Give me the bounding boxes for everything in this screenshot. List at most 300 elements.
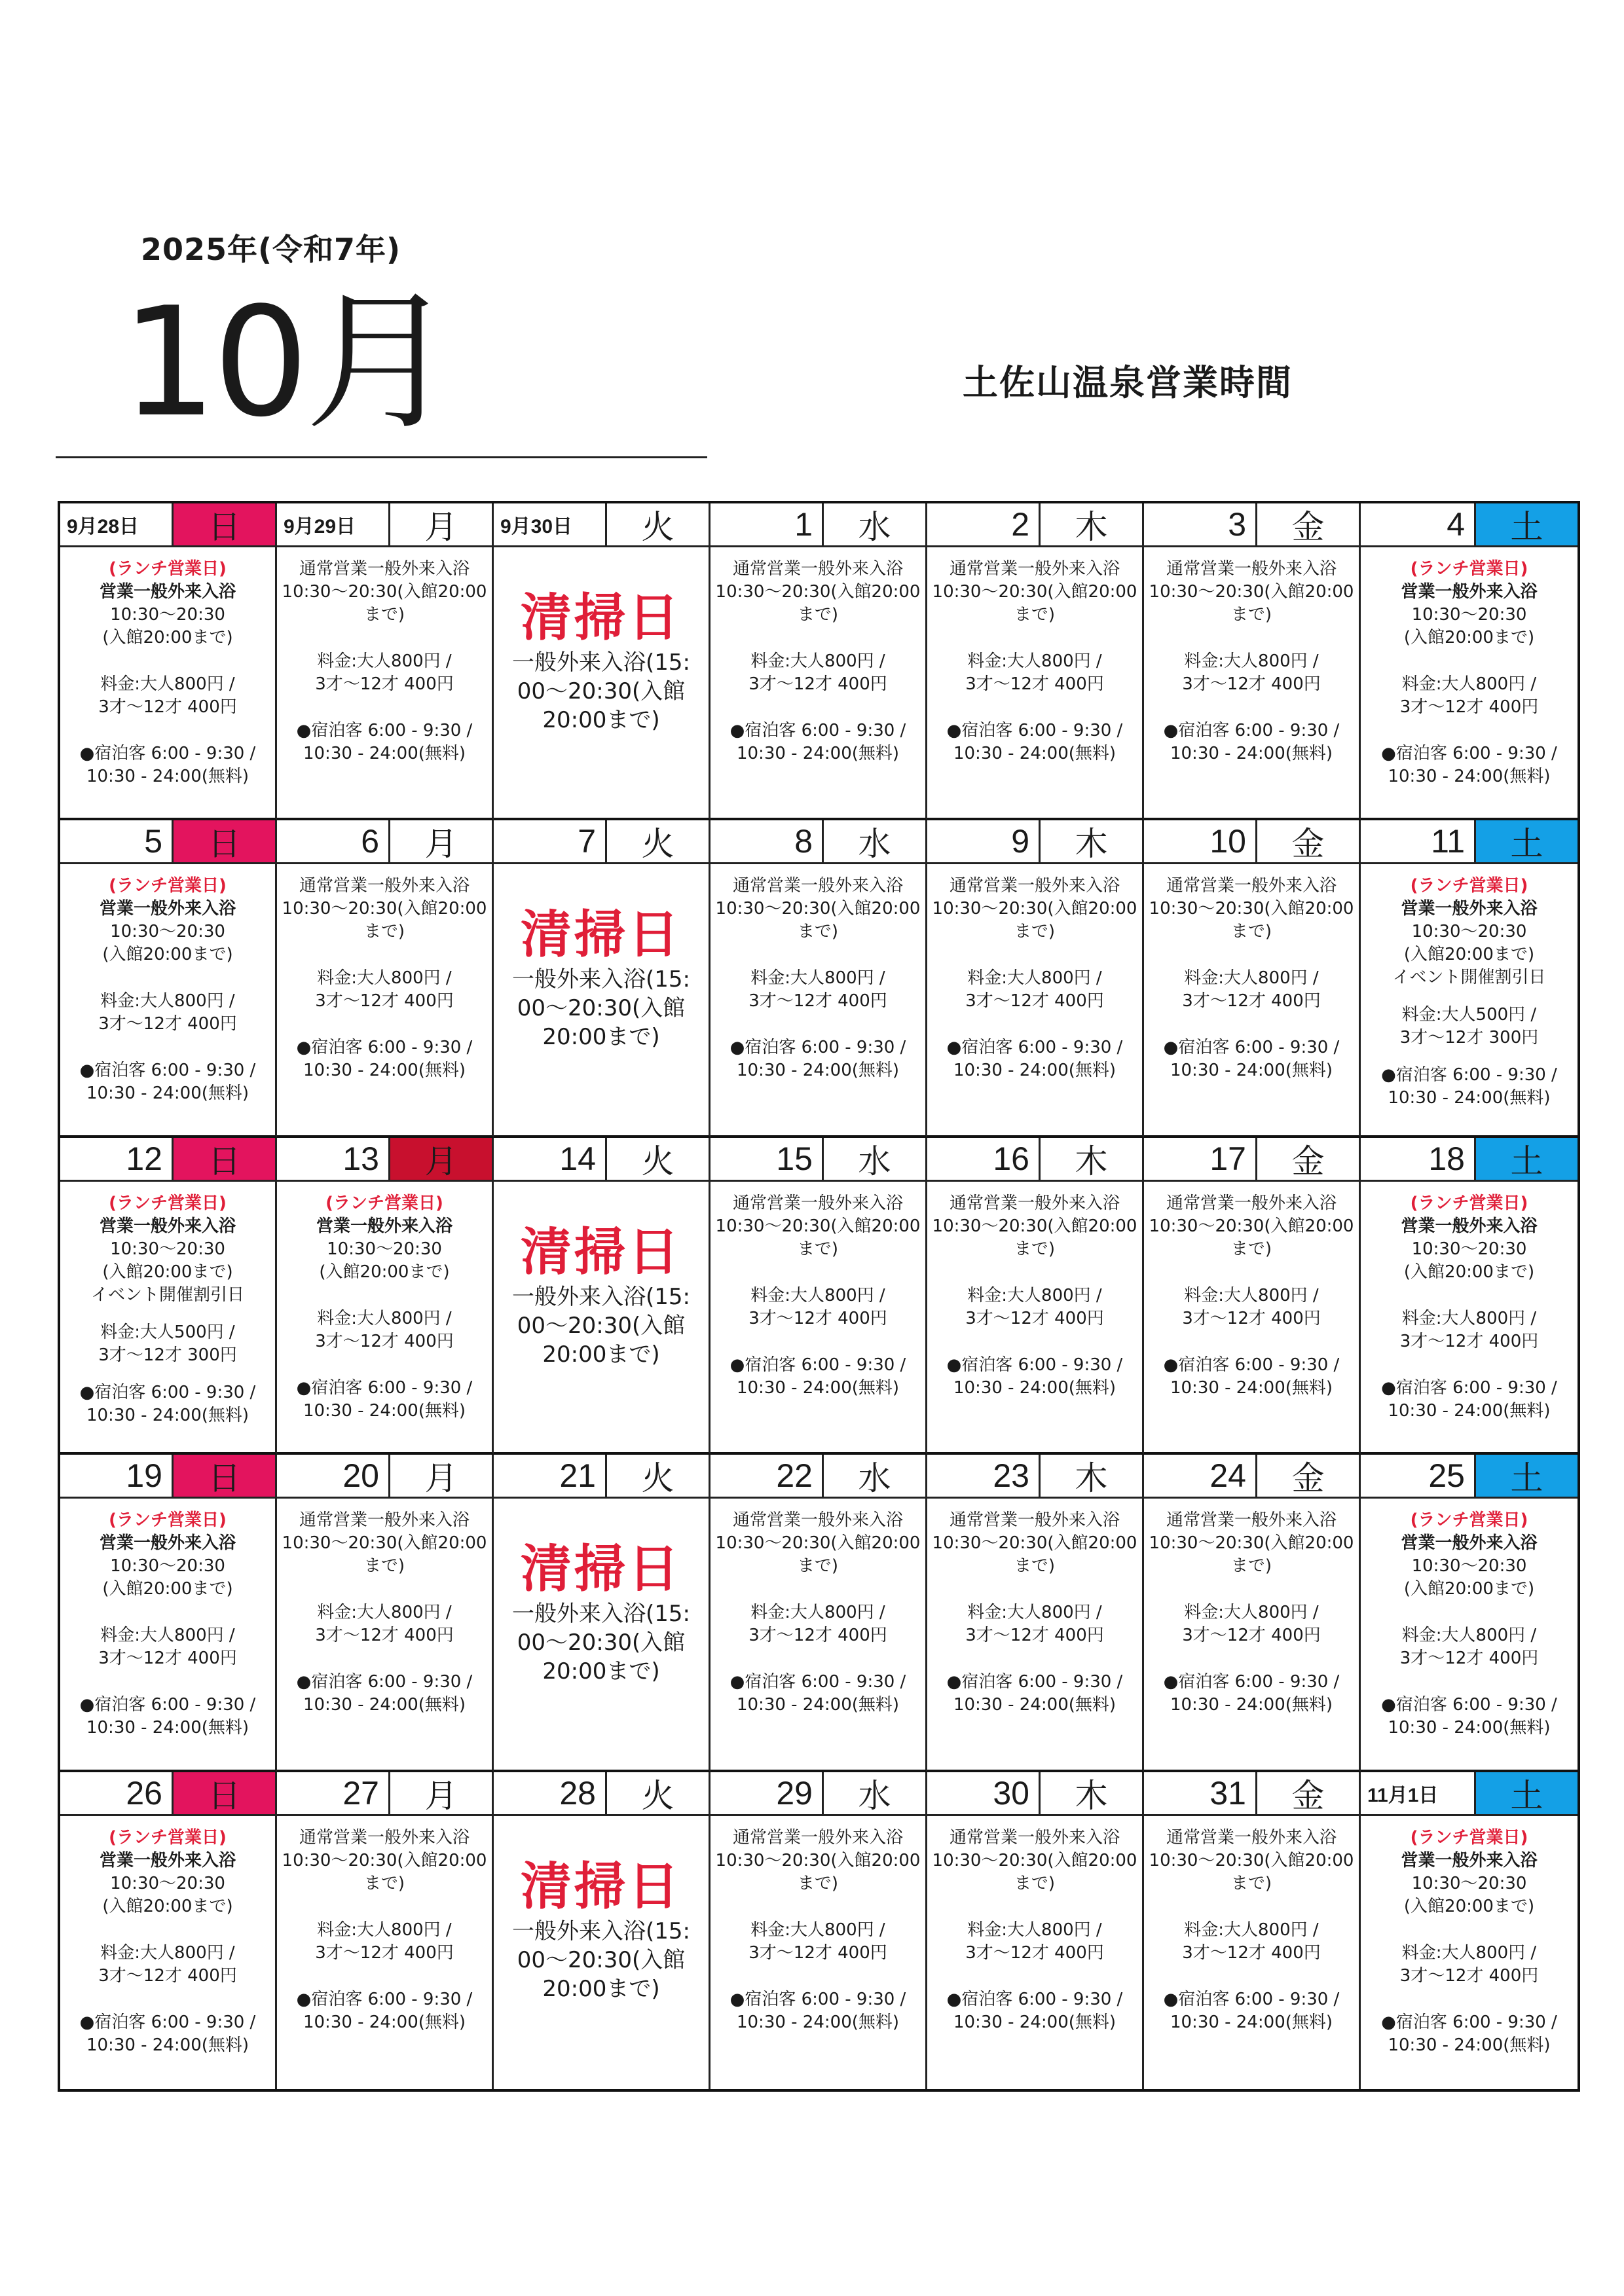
weekday-label: 月 [388, 820, 492, 862]
day-cell [277, 1455, 494, 1772]
open-label: 通常営業一般外来入浴 [1166, 559, 1337, 579]
guest-hours: 10:30 - 24:00(無料) [1388, 1718, 1551, 1738]
open-label: 通常営業一般外来入浴 [299, 876, 470, 896]
entry-text: (入館20:00まで) [1403, 628, 1535, 647]
open-label: 通常営業一般外来入浴 [1166, 1193, 1337, 1213]
day-cell [1144, 1138, 1361, 1455]
day-cell [1361, 1455, 1578, 1772]
day-number: 17 [1209, 1140, 1246, 1177]
day-schedule [494, 547, 709, 818]
day-cell [277, 1772, 494, 2089]
day-number: 11月1日 [1367, 1784, 1439, 1806]
day-schedule [710, 1499, 925, 1769]
guest-hours: 10:30 - 24:00(無料) [86, 767, 249, 786]
day-header [277, 503, 492, 547]
open-label: 通常営業一般外来入浴 [1166, 876, 1337, 896]
weekday-label: 月 [388, 503, 492, 545]
day-schedule [927, 864, 1142, 1135]
fee-text: 料金:大人800円 / [967, 1920, 1102, 1940]
day-number: 3 [1228, 506, 1246, 543]
open-label: 通常営業一般外来入浴 [732, 876, 903, 896]
day-cell [1144, 1772, 1361, 2089]
day-cell [1144, 503, 1361, 820]
lunch-day-label: (ランチ営業日) [325, 1193, 443, 1213]
day-number: 16 [993, 1140, 1029, 1177]
entry-text: まで) [1014, 1556, 1056, 1576]
fee-kids-text: 3才～12才 400円 [1399, 1649, 1539, 1669]
guest-hours: 10:30 - 24:00(無料) [86, 1084, 249, 1104]
weekday-label: 日 [172, 503, 275, 545]
day-header [1361, 1138, 1578, 1182]
weekday-label: 火 [605, 1772, 709, 1814]
day-header [494, 820, 709, 864]
day-number: 4 [1447, 506, 1465, 543]
day-schedule [710, 864, 925, 1135]
fee-text: 料金:大人800円 / [317, 1920, 452, 1940]
guest-hours: ●宿泊客 6:00 - 9:30 / [296, 721, 473, 740]
fee-text: 料金:大人800円 / [1184, 1920, 1319, 1940]
day-number: 5 [144, 823, 162, 860]
weekday-label: 木 [1039, 503, 1142, 545]
open-label: 通常営業一般外来入浴 [949, 1510, 1120, 1531]
day-cell [494, 1455, 710, 1772]
cleaning-note: 20:00まで) [542, 1024, 660, 1051]
entry-text: まで) [363, 1873, 405, 1893]
entry-text: (入館20:00まで) [102, 628, 233, 647]
day-header [277, 1138, 492, 1182]
day-schedule [60, 547, 275, 818]
entry-text: まで) [797, 605, 839, 625]
weekday-label: 水 [822, 1138, 925, 1180]
entry-text: まで) [363, 1556, 405, 1576]
guest-hours: 10:30 - 24:00(無料) [953, 744, 1116, 763]
open-label: 営業一般外来入浴 [1401, 899, 1538, 919]
page-title: 土佐山温泉営業時間 [963, 362, 1293, 403]
day-header [1144, 1455, 1359, 1499]
cleaning-note: 00～20:30(入館 [517, 995, 686, 1022]
day-cell [1361, 1772, 1578, 2089]
day-cell [277, 1138, 494, 1455]
weekday-label: 水 [822, 820, 925, 862]
fee-kids-text: 3才～12才 400円 [315, 1942, 454, 1963]
day-cell [494, 1138, 710, 1455]
day-number: 6 [361, 823, 379, 860]
day-header [710, 1772, 925, 1816]
day-header [277, 1772, 492, 1816]
open-label: 通常営業一般外来入浴 [1166, 1827, 1337, 1848]
guest-hours: ●宿泊客 6:00 - 9:30 / [946, 1038, 1123, 1058]
day-cell [1361, 503, 1578, 820]
calendar-grid [58, 501, 1580, 2092]
open-label: 通常営業一般外来入浴 [732, 1510, 903, 1531]
weekday-label: 日 [172, 1455, 275, 1497]
guest-hours: ●宿泊客 6:00 - 9:30 / [1163, 1989, 1340, 2009]
fee-kids-text: 3才～12才 400円 [1182, 1626, 1321, 1646]
entry-text: (入館20:00まで) [102, 945, 233, 965]
guest-hours: ●宿泊客 6:00 - 9:30 / [296, 1377, 473, 1398]
day-cell [277, 820, 494, 1137]
day-cell [494, 503, 710, 820]
day-cell [60, 1138, 277, 1455]
day-header [1361, 820, 1578, 864]
hours-text: 10:30～20:30 [1411, 1556, 1527, 1576]
guest-hours: ●宿泊客 6:00 - 9:30 / [296, 1989, 473, 2009]
entry-text: まで) [1014, 1873, 1056, 1893]
entry-text: まで) [1230, 1239, 1272, 1259]
fee-kids-text: 3才～12才 400円 [98, 1649, 237, 1669]
day-header [927, 1138, 1142, 1182]
fee-kids-text: 3才～12才 400円 [315, 1626, 454, 1646]
fee-text: 料金:大人800円 / [100, 674, 235, 694]
guest-hours: ●宿泊客 6:00 - 9:30 / [729, 1672, 906, 1692]
cleaning-note: 20:00まで) [542, 1975, 660, 2002]
weekday-label: 月 [388, 1138, 492, 1180]
hours-text: 10:30～20:30(入館20:00 [715, 582, 921, 602]
day-cell [60, 820, 277, 1137]
day-number: 28 [559, 1774, 596, 1812]
day-schedule [494, 1816, 709, 2089]
weekday-label: 土 [1474, 503, 1578, 545]
guest-hours: 10:30 - 24:00(無料) [1170, 2012, 1333, 2032]
day-header [927, 820, 1142, 864]
fee-kids-text: 3才～12才 400円 [98, 697, 237, 717]
day-cell [60, 1455, 277, 1772]
day-number: 13 [342, 1140, 379, 1177]
cleaning-day-label: 清掃日 [520, 1857, 682, 1916]
day-number: 31 [1209, 1774, 1246, 1812]
hours-text: 10:30～20:30(入館20:00 [932, 582, 1137, 602]
weekday-label: 月 [388, 1455, 492, 1497]
open-label: 営業一般外来入浴 [316, 1216, 452, 1236]
day-cell [60, 503, 277, 820]
entry-text: (入館20:00まで) [1403, 1896, 1535, 1916]
open-label: 営業一般外来入浴 [1401, 1216, 1538, 1236]
entry-text: まで) [1230, 1556, 1272, 1576]
cleaning-note: 00～20:30(入館 [517, 678, 686, 704]
day-header [710, 820, 925, 864]
day-header [60, 820, 275, 864]
day-schedule [1361, 1816, 1578, 2089]
day-schedule [1144, 1816, 1359, 2089]
fee-kids-text: 3才～12才 400円 [1182, 1308, 1321, 1328]
fee-text: 料金:大人800円 / [1184, 968, 1319, 989]
entry-text: まで) [363, 605, 405, 625]
hours-text: 10:30～20:30(入館20:00 [1149, 582, 1354, 602]
fee-text: 料金:大人800円 / [100, 1942, 235, 1963]
weekday-label: 日 [172, 1772, 275, 1814]
open-label: 通常営業一般外来入浴 [732, 1193, 903, 1213]
day-header [927, 1455, 1142, 1499]
day-schedule [277, 1816, 492, 2089]
open-label: 通常営業一般外来入浴 [732, 1827, 903, 1848]
day-number: 7 [578, 823, 596, 860]
fee-kids-text: 3才～12才 400円 [748, 1308, 887, 1328]
day-number: 20 [342, 1457, 379, 1495]
day-schedule [60, 1499, 275, 1769]
guest-hours: ●宿泊客 6:00 - 9:30 / [946, 721, 1123, 740]
day-number: 24 [1209, 1457, 1246, 1495]
lunch-day-label: (ランチ営業日) [1410, 1510, 1528, 1531]
lunch-day-label: (ランチ営業日) [109, 1827, 227, 1848]
fee-text: 料金:大人800円 / [750, 651, 885, 671]
hours-text: 10:30～20:30 [1411, 1239, 1527, 1259]
lunch-day-label: (ランチ営業日) [1410, 1193, 1528, 1213]
guest-hours: ●宿泊客 6:00 - 9:30 / [946, 1989, 1123, 2009]
day-schedule [927, 1182, 1142, 1452]
weekday-label: 水 [822, 503, 925, 545]
day-header [927, 1772, 1142, 1816]
guest-hours: ●宿泊客 6:00 - 9:30 / [1381, 744, 1557, 763]
day-schedule [60, 864, 275, 1135]
weekday-label: 木 [1039, 1455, 1142, 1497]
guest-hours: 10:30 - 24:00(無料) [86, 1718, 249, 1738]
day-header [60, 1455, 275, 1499]
day-number: 9月29日 [284, 516, 356, 538]
guest-hours: ●宿泊客 6:00 - 9:30 / [79, 1695, 256, 1715]
fee-text: 料金:大人800円 / [100, 991, 235, 1011]
fee-text: 料金:大人800円 / [1401, 674, 1537, 694]
fee-text: 料金:大人800円 / [317, 651, 452, 671]
guest-hours: 10:30 - 24:00(無料) [86, 1405, 249, 1425]
weekday-label: 水 [822, 1455, 925, 1497]
day-header [1144, 1772, 1359, 1816]
entry-text: まで) [1230, 1873, 1272, 1893]
day-number: 15 [776, 1140, 813, 1177]
day-header [494, 1455, 709, 1499]
fee-kids-text: 3才～12才 400円 [1399, 1331, 1539, 1351]
day-cell [1144, 1455, 1361, 1772]
day-header [1144, 503, 1359, 547]
day-header [1144, 1138, 1359, 1182]
weekday-label: 土 [1474, 820, 1578, 862]
fee-kids-text: 3才～12才 400円 [965, 674, 1104, 694]
fee-text: 料金:大人800円 / [317, 1603, 452, 1623]
open-label: 通常営業一般外来入浴 [299, 1510, 470, 1531]
fee-kids-text: 3才～12才 400円 [748, 1942, 887, 1963]
cleaning-note: 00～20:30(入館 [517, 1630, 686, 1656]
hours-text: 10:30～20:30 [110, 1873, 225, 1893]
day-schedule [277, 864, 492, 1135]
hours-text: 10:30～20:30 [1411, 1873, 1527, 1893]
day-schedule [277, 1499, 492, 1769]
entry-text: まで) [797, 1239, 839, 1259]
entry-text: (入館20:00まで) [102, 1262, 233, 1282]
fee-text: 料金:大人800円 / [750, 968, 885, 989]
day-schedule [927, 1816, 1142, 2089]
day-number: 12 [126, 1140, 162, 1177]
cleaning-note: 00～20:30(入館 [517, 1946, 686, 1973]
hours-text: 10:30～20:30(入館20:00 [282, 899, 487, 919]
fee-text: 料金:大人800円 / [967, 968, 1102, 989]
day-cell [710, 1138, 927, 1455]
year-label: 2025年(令和7年) [141, 232, 401, 267]
day-schedule [927, 547, 1142, 818]
fee-kids-text: 3才～12才 400円 [1399, 1965, 1539, 1986]
open-label: 営業一般外来入浴 [99, 582, 236, 602]
guest-hours: ●宿泊客 6:00 - 9:30 / [729, 721, 906, 740]
fee-kids-text: 3才～12才 400円 [1182, 1942, 1321, 1963]
guest-hours: 10:30 - 24:00(無料) [1388, 2035, 1551, 2055]
day-number: 1 [794, 506, 813, 543]
day-cell [277, 503, 494, 820]
day-header [710, 503, 925, 547]
day-schedule [494, 1182, 709, 1452]
open-label: 通常営業一般外来入浴 [949, 559, 1120, 579]
day-number: 22 [776, 1457, 813, 1495]
fee-kids-text: 3才～12才 400円 [965, 1942, 1104, 1963]
day-header [710, 1138, 925, 1182]
day-cell [1144, 820, 1361, 1137]
day-number: 18 [1428, 1140, 1465, 1177]
guest-hours: 10:30 - 24:00(無料) [303, 2012, 466, 2032]
hours-text: 10:30～20:30 [110, 1239, 225, 1259]
day-schedule [1144, 547, 1359, 818]
hours-text: 10:30～20:30(入館20:00 [1149, 1850, 1354, 1870]
day-cell [494, 1772, 710, 2089]
fee-kids-text: 3才～12才 400円 [315, 991, 454, 1011]
entry-text: まで) [363, 922, 405, 942]
day-number: 21 [559, 1457, 596, 1495]
day-schedule [277, 547, 492, 818]
day-header [60, 1138, 275, 1182]
day-schedule [60, 1182, 275, 1452]
day-schedule [1144, 864, 1359, 1135]
fee-kids-text: 3才～12才 400円 [748, 991, 887, 1011]
day-cell [927, 503, 1144, 820]
fee-kids-text: 3才～12才 400円 [315, 1331, 454, 1351]
weekday-label: 金 [1255, 503, 1359, 545]
fee-text: 料金:大人800円 / [1184, 1603, 1319, 1623]
hours-text: 10:30～20:30(入館20:00 [1149, 899, 1354, 919]
entry-text: (入館20:00まで) [102, 1896, 233, 1916]
guest-hours: 10:30 - 24:00(無料) [953, 1377, 1116, 1398]
open-label: 営業一般外来入浴 [99, 899, 236, 919]
weekday-label: 火 [605, 820, 709, 862]
entry-text: まで) [1230, 922, 1272, 942]
open-label: 通常営業一般外来入浴 [1166, 1510, 1337, 1531]
open-label: 通常営業一般外来入浴 [949, 1827, 1120, 1848]
cleaning-note: 20:00まで) [542, 707, 660, 733]
guest-hours: ●宿泊客 6:00 - 9:30 / [296, 1672, 473, 1692]
guest-hours: 10:30 - 24:00(無料) [1170, 1377, 1333, 1398]
open-label: 営業一般外来入浴 [99, 1533, 236, 1554]
month-heading: 10月 [121, 276, 452, 450]
fee-text: 料金:大人800円 / [1401, 1308, 1537, 1328]
hours-text: 10:30～20:30 [1411, 605, 1527, 625]
entry-text: (入館20:00まで) [102, 1579, 233, 1599]
open-label: 営業一般外来入浴 [99, 1850, 236, 1870]
guest-hours: ●宿泊客 6:00 - 9:30 / [729, 1038, 906, 1058]
guest-hours: ●宿泊客 6:00 - 9:30 / [296, 1038, 473, 1058]
cleaning-day-label: 清掃日 [520, 905, 682, 965]
lunch-day-label: (ランチ営業日) [1410, 876, 1528, 896]
day-cell [710, 820, 927, 1137]
day-cell [927, 820, 1144, 1137]
guest-hours: 10:30 - 24:00(無料) [736, 1377, 900, 1398]
hours-text: 10:30～20:30 [110, 1556, 225, 1576]
guest-hours: ●宿泊客 6:00 - 9:30 / [79, 1382, 256, 1402]
entry-text: まで) [1014, 1239, 1056, 1259]
fee-kids-text: 3才～12才 400円 [748, 674, 887, 694]
day-header [1361, 503, 1578, 547]
entry-text: (入館20:00まで) [1403, 1262, 1535, 1282]
guest-hours: ●宿泊客 6:00 - 9:30 / [1163, 1672, 1340, 1692]
fee-text: 料金:大人500円 / [1401, 1005, 1537, 1025]
day-number: 9月28日 [67, 516, 139, 538]
fee-kids-text: 3才～12才 400円 [1399, 697, 1539, 717]
hours-text: 10:30～20:30(入館20:00 [715, 1850, 921, 1870]
fee-text: 料金:大人800円 / [967, 651, 1102, 671]
day-number: 8 [794, 823, 813, 860]
guest-hours: 10:30 - 24:00(無料) [736, 1695, 900, 1715]
event-label: イベント開催割引日 [90, 1285, 244, 1305]
fee-kids-text: 3才～12才 300円 [98, 1345, 237, 1365]
guest-hours: ●宿泊客 6:00 - 9:30 / [946, 1355, 1123, 1375]
weekday-label: 日 [172, 1138, 275, 1180]
fee-text: 料金:大人800円 / [967, 1603, 1102, 1623]
fee-kids-text: 3才～12才 400円 [965, 1626, 1104, 1646]
day-schedule [1361, 1499, 1578, 1769]
entry-text: まで) [1014, 605, 1056, 625]
entry-text: (入館20:00まで) [1403, 1579, 1535, 1599]
event-label: イベント開催割引日 [1392, 968, 1546, 988]
cleaning-note: 一般外来入浴(15: [512, 1918, 690, 1944]
hours-text: 10:30～20:30(入館20:00 [932, 899, 1137, 919]
day-cell [927, 1455, 1144, 1772]
day-header [494, 1138, 709, 1182]
day-cell [927, 1138, 1144, 1455]
hours-text: 10:30～20:30(入館20:00 [932, 1850, 1137, 1870]
day-number: 14 [559, 1140, 596, 1177]
lunch-day-label: (ランチ営業日) [1410, 559, 1528, 579]
day-schedule [710, 1182, 925, 1452]
guest-hours: 10:30 - 24:00(無料) [303, 1695, 466, 1715]
day-schedule [277, 1182, 492, 1452]
weekday-label: 金 [1255, 1455, 1359, 1497]
cleaning-note: 一般外来入浴(15: [512, 649, 690, 676]
entry-text: (入館20:00まで) [319, 1262, 450, 1282]
day-schedule [710, 1816, 925, 2089]
hours-text: 10:30～20:30(入館20:00 [282, 1850, 487, 1870]
cleaning-day-label: 清掃日 [520, 1222, 682, 1282]
hours-text: 10:30～20:30 [110, 605, 225, 625]
guest-hours: ●宿泊客 6:00 - 9:30 / [79, 744, 256, 763]
lunch-day-label: (ランチ営業日) [109, 1510, 227, 1531]
day-schedule [60, 1816, 275, 2089]
weekday-label: 木 [1039, 1772, 1142, 1814]
day-cell [60, 1772, 277, 2089]
day-number: 11 [1431, 823, 1465, 860]
day-cell [494, 820, 710, 1137]
day-number: 29 [776, 1774, 813, 1812]
day-number: 10 [1209, 823, 1246, 860]
hours-text: 10:30～20:30(入館20:00 [715, 899, 921, 919]
hours-text: 10:30～20:30(入館20:00 [1149, 1533, 1354, 1554]
hours-text: 10:30～20:30 [110, 922, 225, 942]
fee-kids-text: 3才～12才 400円 [1182, 991, 1321, 1011]
weekday-label: 金 [1255, 820, 1359, 862]
weekday-label: 火 [605, 1138, 709, 1180]
guest-hours: 10:30 - 24:00(無料) [736, 1061, 900, 1081]
weekday-label: 土 [1474, 1455, 1578, 1497]
day-number: 2 [1011, 506, 1029, 543]
guest-hours: 10:30 - 24:00(無料) [303, 1061, 466, 1081]
open-label: 通常営業一般外来入浴 [949, 1193, 1120, 1213]
fee-text: 料金:大人800円 / [317, 968, 452, 989]
cleaning-note: 20:00まで) [542, 1341, 660, 1368]
day-number: 23 [993, 1457, 1029, 1495]
entry-text: まで) [1230, 605, 1272, 625]
